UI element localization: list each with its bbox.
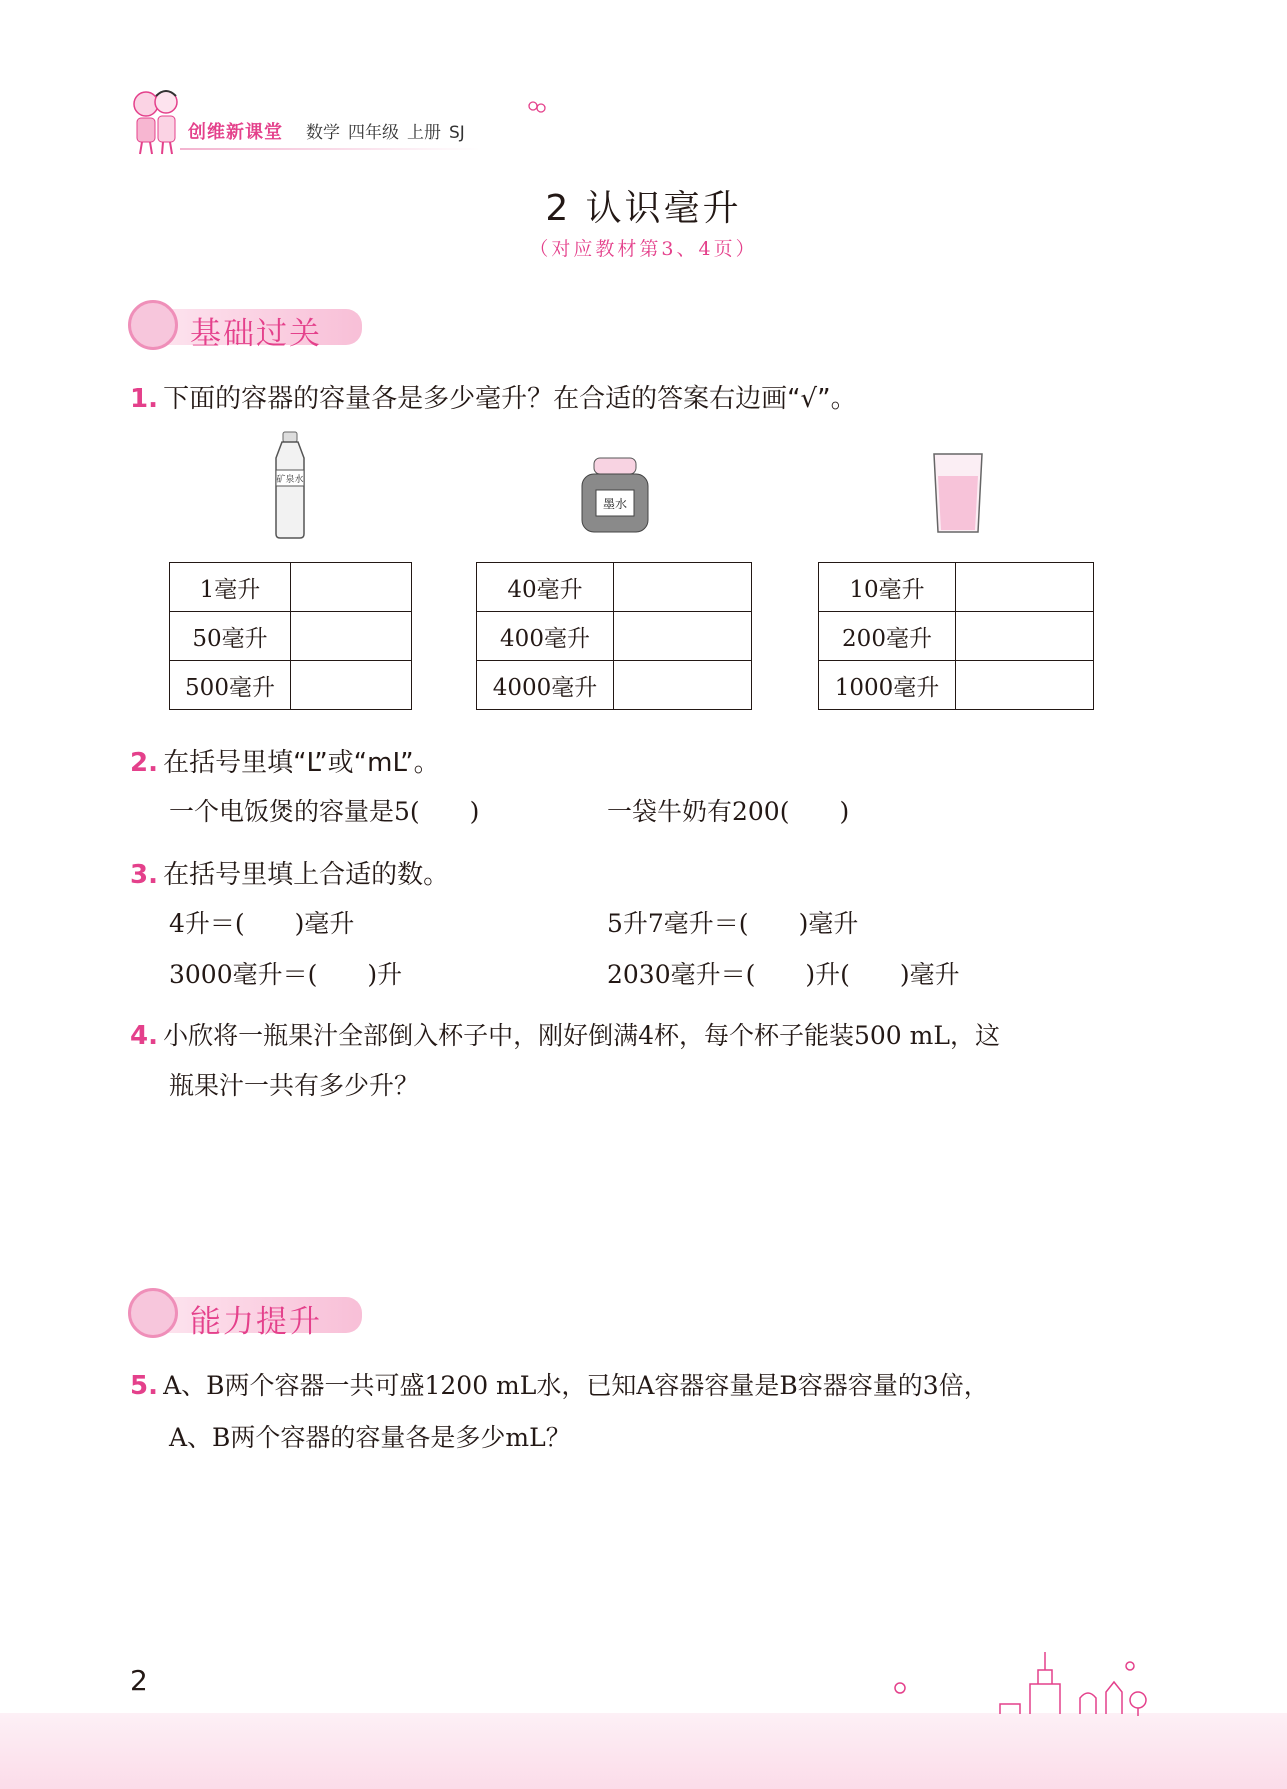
question-text-line2: A、B两个容器的容量各是多少mL？	[169, 1423, 571, 1452]
table-row	[819, 563, 1094, 612]
question-1	[130, 378, 857, 415]
question-number: 1.	[130, 384, 158, 414]
section-banner-basic	[128, 296, 368, 352]
page-number: 2	[130, 1664, 148, 1697]
answer-cell[interactable]	[614, 661, 752, 710]
table-row	[477, 661, 752, 710]
table-row	[170, 661, 412, 710]
section-title: 能力提升	[190, 1304, 322, 1340]
book-info	[306, 118, 473, 143]
q2-item-1[interactable]: 一个电饭煲的容量是5( )	[169, 797, 480, 826]
option-label: 500毫升	[170, 661, 291, 710]
q2-item-2[interactable]: 一袋牛奶有200( )	[607, 797, 850, 826]
section-title: 基础过关	[190, 316, 322, 352]
answer-cell[interactable]	[956, 563, 1094, 612]
question-number: 5.	[130, 1371, 158, 1401]
question-text: 下面的容器的容量各是多少毫升？在合适的答案右边画“√”。	[163, 384, 857, 414]
option-label: 200毫升	[819, 612, 956, 661]
question-text-line1: 小欣将一瓶果汁全部倒入杯子中，刚好倒满4杯，每个杯子能装500 mL，这	[163, 1021, 1000, 1050]
q3-item-2[interactable]: 5升7毫升＝( )毫升	[607, 909, 859, 938]
brand-name: 创维新课堂	[188, 122, 283, 143]
table-row	[170, 563, 412, 612]
flower-icon	[526, 98, 548, 116]
table-row	[819, 612, 1094, 661]
page-header	[128, 86, 488, 156]
page-title: 2 认识毫升	[545, 188, 742, 229]
options-table-2	[476, 562, 752, 710]
grade: 四年级	[348, 123, 399, 143]
ink-bottle-icon	[580, 456, 650, 536]
question-number: 3.	[130, 860, 158, 890]
answer-cell[interactable]	[614, 612, 752, 661]
table-row	[819, 661, 1094, 710]
question-text: 在括号里填上合适的数。	[163, 860, 450, 890]
question-text-line1: A、B两个容器一共可盛1200 mL水，已知A容器容量是B容器容量的3倍，	[163, 1371, 989, 1400]
water-bottle-icon	[268, 430, 312, 540]
castle-decoration-icon	[880, 1648, 1170, 1718]
question-text-line2: 瓶果汁一共有多少升？	[169, 1071, 420, 1100]
option-label: 4000毫升	[477, 661, 614, 710]
edition: SJ	[449, 123, 465, 143]
q3-item-1[interactable]: 4升＝( )毫升	[169, 909, 355, 938]
question-2	[130, 742, 440, 779]
answer-cell[interactable]	[291, 563, 412, 612]
option-label: 1毫升	[170, 563, 291, 612]
answer-cell[interactable]	[614, 563, 752, 612]
page-subtitle: （对应教材第3、4页）	[529, 238, 758, 260]
header-rule	[180, 148, 480, 150]
question-3	[130, 854, 449, 891]
options-table-1	[169, 562, 412, 710]
options-table-3	[818, 562, 1094, 710]
answer-cell[interactable]	[291, 661, 412, 710]
table-row	[477, 612, 752, 661]
glass-cup-icon	[932, 452, 984, 536]
table-row	[170, 612, 412, 661]
q3-item-3[interactable]: 3000毫升＝( )升	[169, 960, 403, 989]
answer-cell[interactable]	[956, 661, 1094, 710]
answer-cell[interactable]	[956, 612, 1094, 661]
option-label: 50毫升	[170, 612, 291, 661]
question-number: 2.	[130, 748, 158, 778]
subject: 数学	[306, 123, 340, 143]
option-label: 1000毫升	[819, 661, 956, 710]
bottle-label: 矿泉水	[276, 475, 304, 485]
table-row	[477, 563, 752, 612]
question-text: 在括号里填“L”或“mL”。	[163, 748, 440, 778]
option-label: 400毫升	[477, 612, 614, 661]
footer-band	[0, 1713, 1287, 1789]
section-badge-icon	[128, 300, 178, 350]
q3-item-4[interactable]: 2030毫升＝( )升( )毫升	[607, 960, 960, 989]
section-banner-advanced	[128, 1284, 368, 1340]
question-4	[130, 1016, 1150, 1052]
option-label: 40毫升	[477, 563, 614, 612]
question-5	[130, 1366, 1170, 1402]
kids-logo-icon	[128, 86, 182, 156]
option-label: 10毫升	[819, 563, 956, 612]
section-badge-icon	[128, 1288, 178, 1338]
volume: 上册	[407, 123, 441, 143]
ink-label: 墨水	[602, 497, 628, 511]
answer-cell[interactable]	[291, 612, 412, 661]
question-number: 4.	[130, 1021, 158, 1051]
